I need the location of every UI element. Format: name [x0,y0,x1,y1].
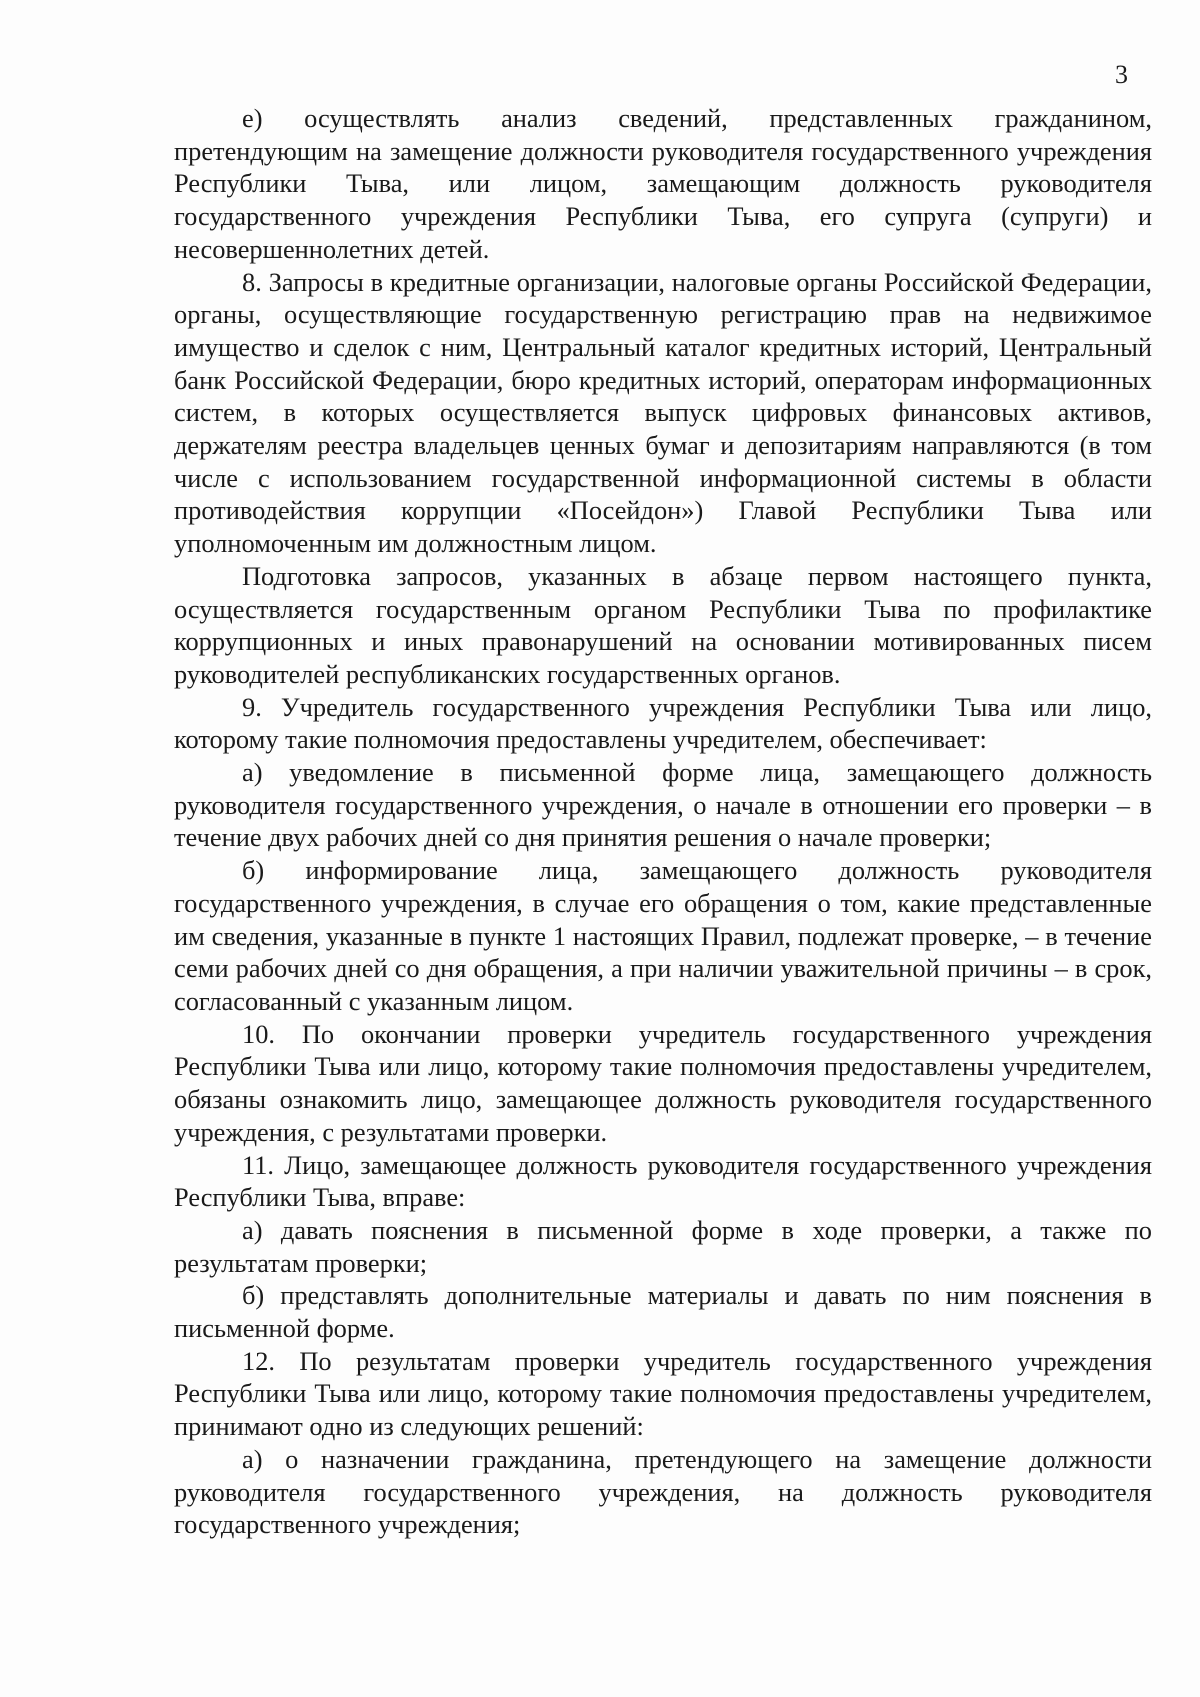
paragraph-11-rights: 11. Лицо, замещающее должность руководителя государственного учреждения Республики Тыва, вправе: [174,1149,1152,1213]
paragraph-12-decisions: 12. По результатам проверки учредитель государственного учреждения Республики Тыва или лицо, которому такие полномочия предоставлены учредителем, принимают одно из следующих решений: [174,1345,1152,1442]
paragraph-9b-informing: б) информирование лица, замещающего должность руководителя государственного учреждения, в случае его обращения о том, какие представленные им сведения, указанные в пункте 1 настоящих Правил, подлежат проверке, – в течение семи рабочих дней со дня обращения, а при наличии уважительной причины – в срок, согласованный с указанным лицом. [174,855,1152,1016]
paragraph-9a-notification: а) уведомление в письменной форме лица, замещающего должность руководителя государственного учреждения, о начале в отношении его проверки – в течение двух рабочих дней со дня принятия решения о начале проверки; [174,757,1152,853]
paragraph-11b-materials: б) представлять дополнительные материалы и давать по ним пояснения в письменной форме. [174,1280,1152,1344]
paragraph-11a-explanations: а) давать пояснения в письменной форме в ходе проверки, а также по результатам проверки; [174,1214,1152,1278]
page-number: 3 [1115,60,1128,89]
document-body [174,102,1152,1541]
paragraph-e-analysis: е) осуществлять анализ сведений, представленных гражданином, претендующим на замещение должности руководителя государственного учреждения Республики Тыва, или лицом, замещающим должность руководителя государственного учреждения Республики Тыва, его супруга (супруги) и несовершеннолетних детей. [174,103,1152,264]
paragraph-10-results-familiarization: 10. По окончании проверки учредитель государственного учреждения Республики Тыва или лицо, которому такие полномочия предоставлены учредителем, обязаны ознакомить лицо, замещающее должность руководителя государственного учреждения, с результатами проверки. [174,1018,1152,1147]
paragraph-request-preparation: Подготовка запросов, указанных в абзаце первом настоящего пункта, осуществляется государственным органом Республики Тыва по профилактике коррупционных и иных правонарушений на основании мотивированных писем руководителей республиканских государственных органов. [174,560,1152,689]
paragraph-9-founder-duties: 9. Учредитель государственного учреждения Республики Тыва или лицо, которому такие полномочия предоставлены учредителем, обеспечивает: [174,691,1152,755]
paragraph-12a-appointment: а) о назначении гражданина, претендующего на замещение должности руководителя государственного учреждения, на должность руководителя государственного учреждения; [174,1443,1152,1540]
paragraph-8-requests: 8. Запросы в кредитные организации, налоговые органы Российской Федерации, органы, осуществляющие государственную регистрацию прав на недвижимое имущество и сделок с ним, Центральный каталог кредитных историй, Центральный банк Российской Федерации, бюро кредитных историй, операторам информационных систем, в которых осуществляется выпуск цифровых финансовых активов, держателям реестра владельцев ценных бумаг и депозитариям направляются (в том числе с использованием государственной информационной системы в области противодействия коррупции «Посейдон») Главой Республики Тыва или уполномоченным им должностным лицом. [174,266,1152,559]
